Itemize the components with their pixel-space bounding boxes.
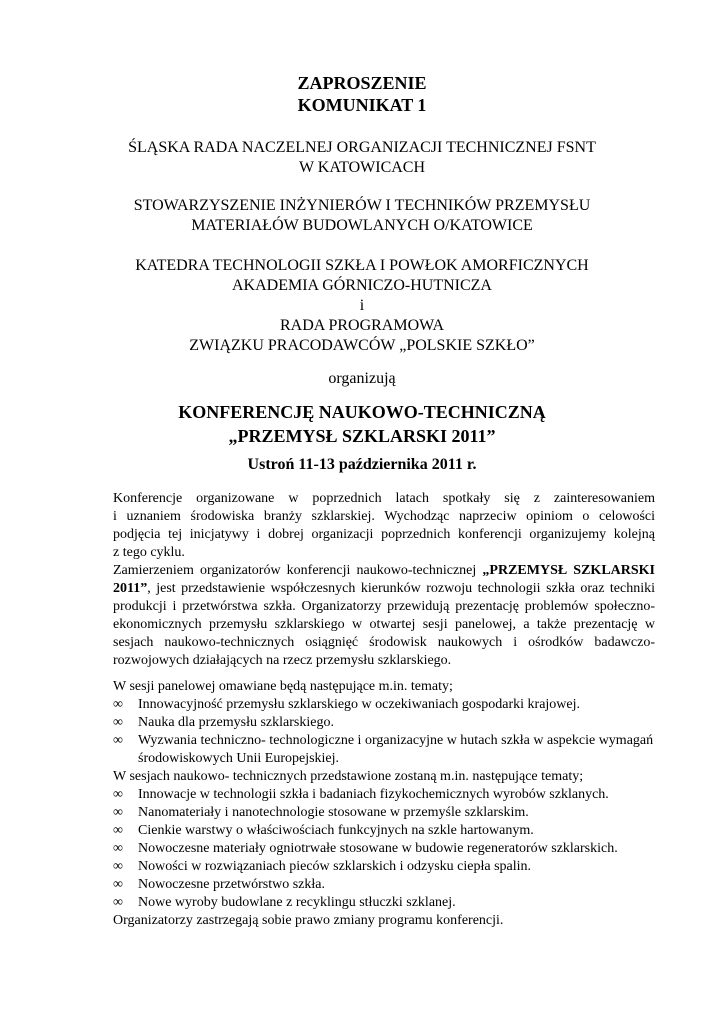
list-item: ∞ Wyzwania techniczno- technologiczne i organizacyjne w hutach szkła w aspekcie wymagań środowiskowych Unii Europejskiej. bbox=[113, 733, 654, 766]
conference-name-line1: KONFERENCJĘ NAUKOWO-TECHNICZNĄ bbox=[178, 402, 546, 422]
organizer-line: STOWARZYSZENIE INŻYNIERÓW I TECHNIKÓW PRZEMYSŁU bbox=[133, 197, 591, 214]
infinity-bullet-icon: ∞ bbox=[113, 895, 123, 910]
title-communique: KOMUNIKAT 1 bbox=[297, 95, 427, 115]
aims-rest: , jest przedstawienie współczesnych kierunków rozwoju technologii szkła oraz techniki produkcji i przetwórstwa szkła. Organizatorzy przewidują prezentację problemów społeczno-ekonomicznych przemysłu szklarskiego w otwartej sesji panelowej, a także prezentację w sesjach naukowo-technicznych osiągnięć środowisk naukowych i ośrodków badawczo-rozwojowych działających na rzecz przemysłu szklarskiego. bbox=[113, 581, 655, 668]
organizer-line: AKADEMIA GÓRNICZO-HUTNICZA bbox=[232, 277, 492, 294]
paragraph-line: podjęcia tej inicjatywy i dobrej organizacji poprzednich konferencji organizujemy kolejną bbox=[113, 527, 655, 542]
organizer-line: MATERIAŁÓW BUDOWLANYCH O/KATOWICE bbox=[191, 217, 533, 234]
aims-paragraph bbox=[113, 562, 655, 670]
list-item: ∞ Nowe wyroby budowlane z recyklingu stłuczki szklanej. bbox=[113, 895, 456, 910]
infinity-bullet-icon: ∞ bbox=[113, 823, 123, 838]
infinity-bullet-icon: ∞ bbox=[113, 715, 123, 730]
organize-word: organizują bbox=[328, 370, 396, 387]
list-item: ∞ Nowoczesne materiały ogniotrwałe stosowane w budowie regeneratorów szklarskich. bbox=[113, 841, 618, 856]
list-item: ∞ Cienkie warstwy o właściwościach funkcyjnych na szkle hartowanym. bbox=[113, 823, 534, 838]
infinity-bullet-icon: ∞ bbox=[113, 805, 123, 820]
organizer-fsnt bbox=[0, 138, 724, 178]
paragraph-line: i uznaniem środowiska branży szklarskiej. Wychodząc naprzeciw opiniom o celowości bbox=[113, 509, 655, 524]
infinity-bullet-icon: ∞ bbox=[113, 877, 123, 892]
aims-start: Zamierzeniem organizatorów konferencji naukowo-technicznej bbox=[113, 563, 477, 578]
document-title bbox=[0, 72, 724, 116]
title-invitation: ZAPROSZENIE bbox=[297, 73, 427, 93]
list-item: ∞ Nanomateriały i nanotechnologie stosowane w przemyśle szklarskim. bbox=[113, 805, 529, 820]
session-topics-list bbox=[113, 786, 655, 912]
sessions-intro: W sesjach naukowo- technicznych przedstawione zostaną m.in. następujące tematy; bbox=[113, 769, 584, 784]
list-item: ∞ Nowoczesne przetwórstwo szkła. bbox=[113, 877, 325, 892]
organizer-line: W KATOWICACH bbox=[298, 159, 426, 176]
panel-topics-list bbox=[113, 696, 655, 768]
conference-place-date: Ustroń 11-13 października 2011 r. bbox=[247, 456, 477, 473]
infinity-bullet-icon: ∞ bbox=[113, 787, 123, 802]
document-body bbox=[113, 490, 655, 930]
infinity-bullet-icon: ∞ bbox=[113, 697, 123, 712]
organizer-agh bbox=[0, 256, 724, 356]
conference-name bbox=[0, 400, 724, 448]
infinity-bullet-icon: ∞ bbox=[113, 841, 123, 856]
organizer-line: RADA PROGRAMOWA bbox=[279, 317, 445, 334]
organizer-line: ŚLĄSKA RADA NACZELNEJ ORGANIZACJI TECHNICZNEJ FSNT bbox=[128, 139, 596, 156]
organizer-line: ZWIĄZKU PRACODAWCÓW „POLSKIE SZKŁO” bbox=[189, 337, 535, 354]
paragraph-line: z tego cyklu. bbox=[113, 545, 185, 560]
closing-note: Organizatorzy zastrzegają sobie prawo zmiany programu konferencji. bbox=[113, 913, 504, 928]
list-item: ∞ Nowości w rozwiązaniach pieców szklarskich i odzysku ciepła spalin. bbox=[113, 859, 532, 874]
conference-name-inline: „PRZEMYSŁ SZKLARSKI 2011” bbox=[113, 563, 656, 596]
conference-name-line2: „PRZEMYSŁ SZKLARSKI 2011” bbox=[228, 426, 496, 446]
organizer-line: i bbox=[359, 297, 365, 314]
intro-paragraph bbox=[113, 490, 655, 562]
infinity-bullet-icon: ∞ bbox=[113, 859, 123, 874]
panel-intro: W sesji panelowej omawiane będą następujące m.in. tematy; bbox=[113, 679, 453, 694]
list-item: ∞ Innowacje w technologii szkła i badaniach fizykochemicznych wyrobów szklanych. bbox=[113, 787, 609, 802]
infinity-bullet-icon: ∞ bbox=[113, 733, 123, 748]
list-item: ∞ Innowacyjność przemysłu szklarskiego w oczekiwaniach gospodarki krajowej. bbox=[113, 697, 581, 712]
list-item: ∞ Nauka dla przemysłu szklarskiego. bbox=[113, 715, 334, 730]
organizer-sitpmb bbox=[0, 196, 724, 236]
paragraph-line: Konferencje organizowane w poprzednich latach spotkały się z zainteresowaniem bbox=[113, 491, 655, 506]
organizer-line: KATEDRA TECHNOLOGII SZKŁA I POWŁOK AMORFICZNYCH bbox=[135, 257, 589, 274]
